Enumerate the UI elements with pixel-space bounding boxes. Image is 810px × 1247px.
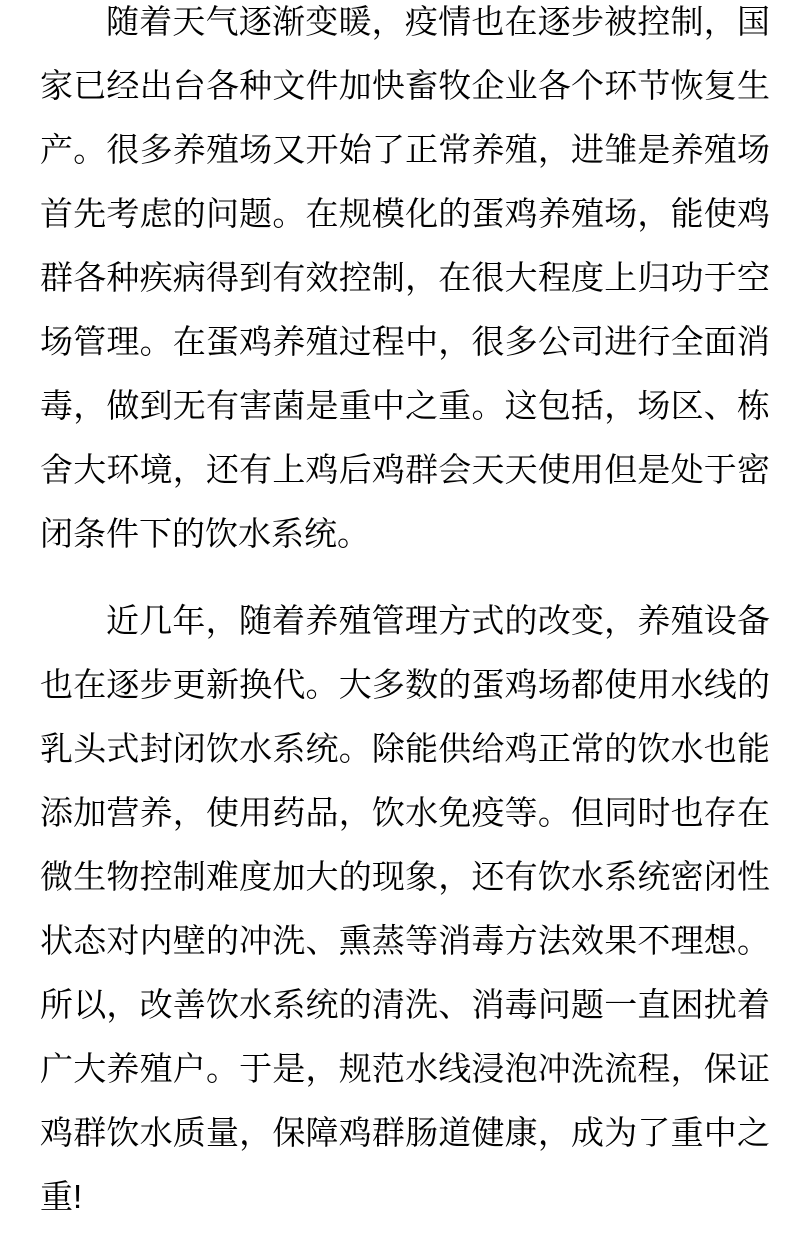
text-line: 家已经出台各种文件加快畜牧企业各个环节恢复生 [40,67,770,104]
text-line: 状态对内壁的冲洗、熏蒸等消毒方法效果不理想。 [40,922,770,959]
text-line: 近几年，随着养殖管理方式的改变，养殖设备 [106,602,770,639]
text-line: 添加营养，使用药品，饮水免疫等。但同时也存在 [40,794,770,831]
text-line: 乳头式封闭饮水系统。除能供给鸡正常的饮水也能 [40,730,770,767]
text-line: 毒，做到无有害菌是重中之重。这包括，场区、栋 [40,387,770,424]
text-line: 场管理。在蛋鸡养殖过程中，很多公司进行全面消 [40,323,770,360]
text-line: 随着天气逐渐变暖，疫情也在逐步被控制，国 [106,3,770,40]
text-line: 所以，改善饮水系统的清洗、消毒问题一直困扰着 [40,986,770,1023]
text-line: 微生物控制难度加大的现象，还有饮水系统密闭性 [40,858,770,895]
paragraph [40,0,770,566]
paragraph [40,589,770,1229]
text-line: 产。很多养殖场又开始了正常养殖，进雏是养殖场 [40,131,770,168]
text-line: 也在逐步更新换代。大多数的蛋鸡场都使用水线的 [40,666,770,703]
text-line: 首先考虑的问题。在规模化的蛋鸡养殖场，能使鸡 [40,195,770,232]
text-line: 群各种疾病得到有效控制，在很大程度上归功于空 [40,259,770,296]
text-line: 闭条件下的饮水系统。 [40,515,370,552]
text-line: 广大养殖户。于是，规范水线浸泡冲洗流程，保证 [40,1050,770,1087]
text-line: 鸡群饮水质量，保障鸡群肠道健康，成为了重中之 [40,1114,770,1151]
text-line: 舍大环境，还有上鸡后鸡群会天天使用但是处于密 [40,451,770,488]
text-line: 重! [40,1178,83,1215]
article-body [40,0,770,1229]
